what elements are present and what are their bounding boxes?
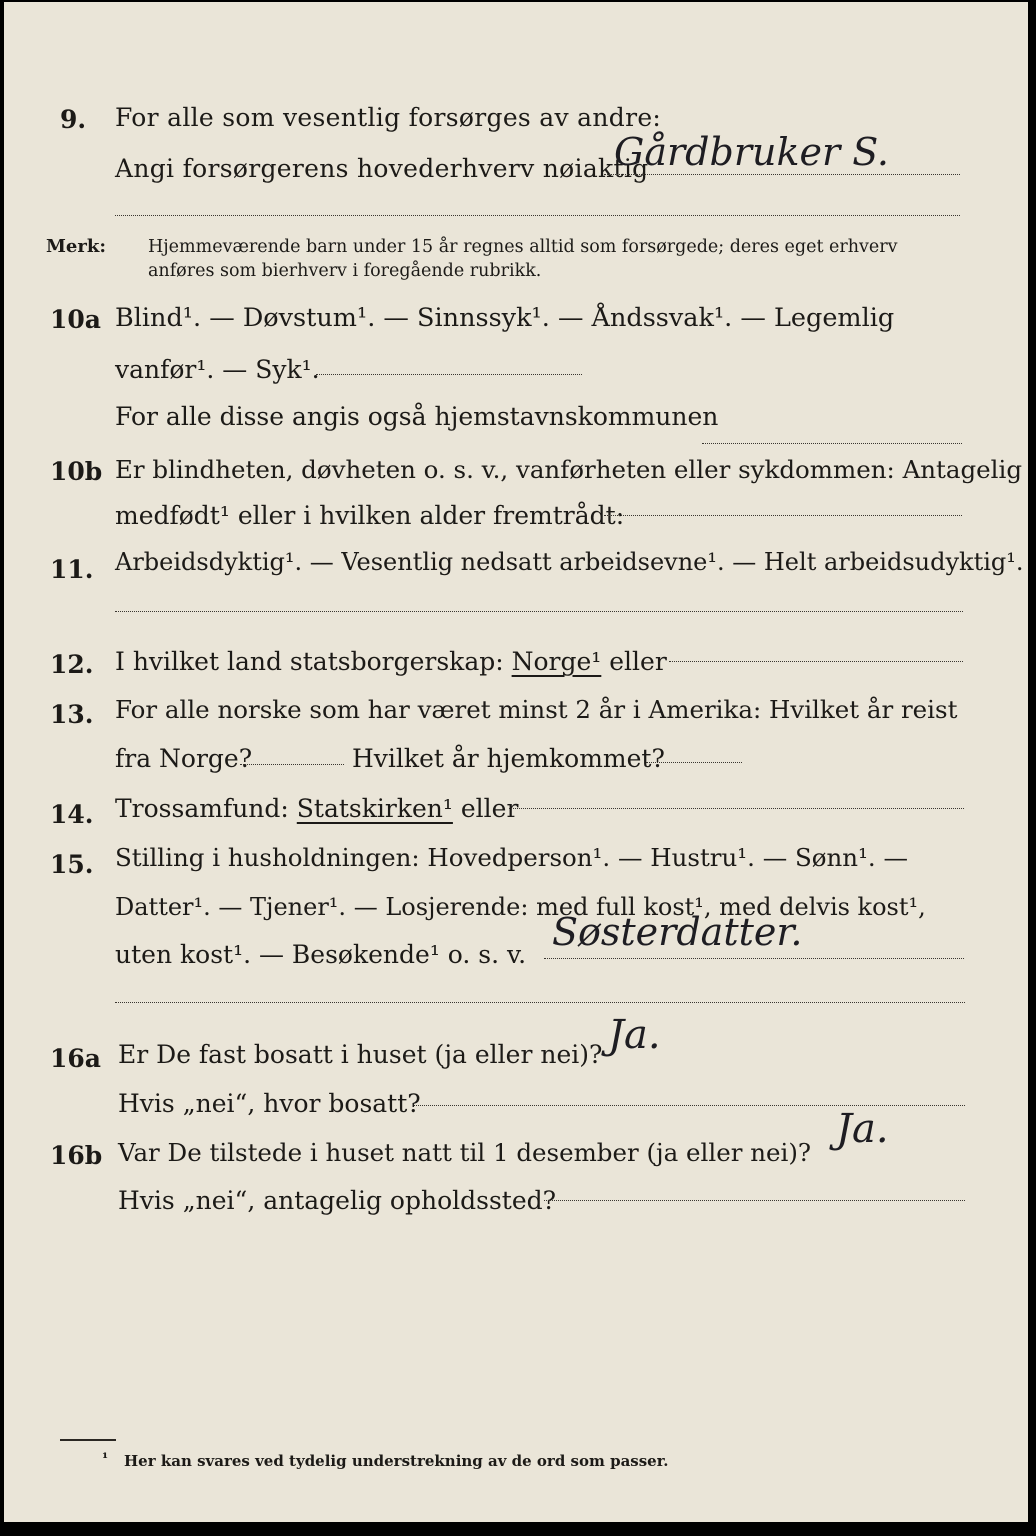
q14-answer-line bbox=[509, 808, 964, 809]
q10a-syk-line bbox=[316, 374, 582, 375]
q16a-line1: Er De fast bosatt i huset (ja eller nei)? bbox=[118, 1040, 603, 1069]
q15-answer-line bbox=[544, 958, 964, 959]
q10a-line2: vanfør¹. — Syk¹. bbox=[115, 355, 320, 384]
q12-answer-line bbox=[669, 661, 963, 662]
q15-line3: uten kost¹. — Besøkende¹ o. s. v. bbox=[115, 940, 527, 969]
footnote-rule bbox=[60, 1439, 116, 1441]
q14-underlined-answer: Statskirken¹ bbox=[296, 794, 453, 823]
q15-handwritten-answer: Søsterdatter. bbox=[552, 910, 803, 954]
q10b-line1: Er blindheten, døvheten o. s. v., vanførheten eller sykdommen: Antagelig bbox=[115, 455, 1023, 484]
q9-answer-line bbox=[604, 174, 960, 175]
q12-number: 12. bbox=[50, 650, 94, 679]
q14-text bbox=[115, 794, 518, 824]
footnote-mark: ¹ bbox=[102, 1451, 109, 1467]
q13-line1: For alle norske som har været minst 2 år i Amerika: Hvilket år reist bbox=[115, 695, 958, 724]
q14-pre: Trossamfund: bbox=[115, 794, 289, 823]
q10a-number: 10a bbox=[50, 305, 101, 334]
q15-line1: Stilling i husholdningen: Hovedperson¹. — Hustru¹. — Sønn¹. — bbox=[115, 843, 908, 872]
q16a-number: 16a bbox=[50, 1044, 101, 1073]
q13-number: 13. bbox=[50, 700, 94, 729]
q10b-answer-line bbox=[604, 515, 962, 516]
census-form-page bbox=[4, 2, 1028, 1522]
q16b-opholdssted-line bbox=[544, 1200, 965, 1201]
merk-line2: anføres som bierhverv i foregående rubrikk. bbox=[148, 261, 542, 281]
q16b-line2: Hvis „nei“, antagelig opholdssted? bbox=[118, 1186, 557, 1215]
q9-handwritten-answer: Gårdbruker S. bbox=[614, 130, 889, 174]
q16b-line1: Var De tilstede i huset natt til 1 desember (ja eller nei)? bbox=[118, 1138, 812, 1167]
q13-line2b: Hvilket år hjemkommet? bbox=[352, 744, 665, 773]
q9-number: 9. bbox=[60, 105, 87, 134]
q11-line1: Arbeidsdyktig¹. — Vesentlig nedsatt arbeidsevne¹. — Helt arbeidsudyktig¹. bbox=[115, 548, 1024, 576]
q16b-handwritten-answer: Ja. bbox=[836, 1106, 889, 1152]
q13-hjemkommet-line bbox=[646, 762, 742, 763]
q15-extra-line bbox=[115, 1002, 965, 1003]
q9-extra-line bbox=[115, 215, 960, 216]
merk-line1: Hjemmeværende barn under 15 år regnes alltid som forsørgede; deres eget erhverv bbox=[148, 237, 898, 257]
q16a-line2: Hvis „nei“, hvor bosatt? bbox=[118, 1089, 421, 1118]
q16b-number: 16b bbox=[50, 1141, 103, 1170]
q12-underlined-answer: Norge¹ bbox=[511, 647, 602, 676]
q9-line2: Angi forsørgerens hovederhverv nøiaktig bbox=[115, 154, 649, 183]
q16a-handwritten-answer: Ja. bbox=[608, 1012, 661, 1058]
q13-reist-line bbox=[240, 764, 344, 765]
q15-number: 15. bbox=[50, 850, 94, 879]
q14-number: 14. bbox=[50, 800, 94, 829]
q11-answer-line bbox=[115, 611, 963, 612]
q12-post: eller bbox=[609, 647, 667, 676]
q10a-line1: Blind¹. — Døvstum¹. — Sinnssyk¹. — Åndssvak¹. — Legemlig bbox=[115, 303, 895, 333]
q10a-hjemstavn-line bbox=[702, 443, 962, 444]
q12-text bbox=[115, 647, 667, 677]
q10b-line2: medfødt¹ eller i hvilken alder fremtrådt: bbox=[115, 501, 625, 530]
q14-post: eller bbox=[460, 794, 519, 823]
q11-number: 11. bbox=[50, 555, 94, 584]
q10b-number: 10b bbox=[50, 457, 103, 486]
q9-line1: For alle som vesentlig forsørges av andre: bbox=[115, 103, 662, 132]
q15-line2: Datter¹. — Tjener¹. — Losjerende: med full kost¹, med delvis kost¹, bbox=[115, 893, 926, 921]
q12-pre: I hvilket land statsborgerskap: bbox=[115, 647, 504, 676]
q13-line2a: fra Norge? bbox=[115, 744, 253, 773]
footnote-text: Her kan svares ved tydelig understrekning av de ord som passer. bbox=[124, 1452, 669, 1470]
q10a-line3: For alle disse angis også hjemstavnskommunen bbox=[115, 402, 719, 431]
merk-label: Merk: bbox=[46, 236, 106, 257]
